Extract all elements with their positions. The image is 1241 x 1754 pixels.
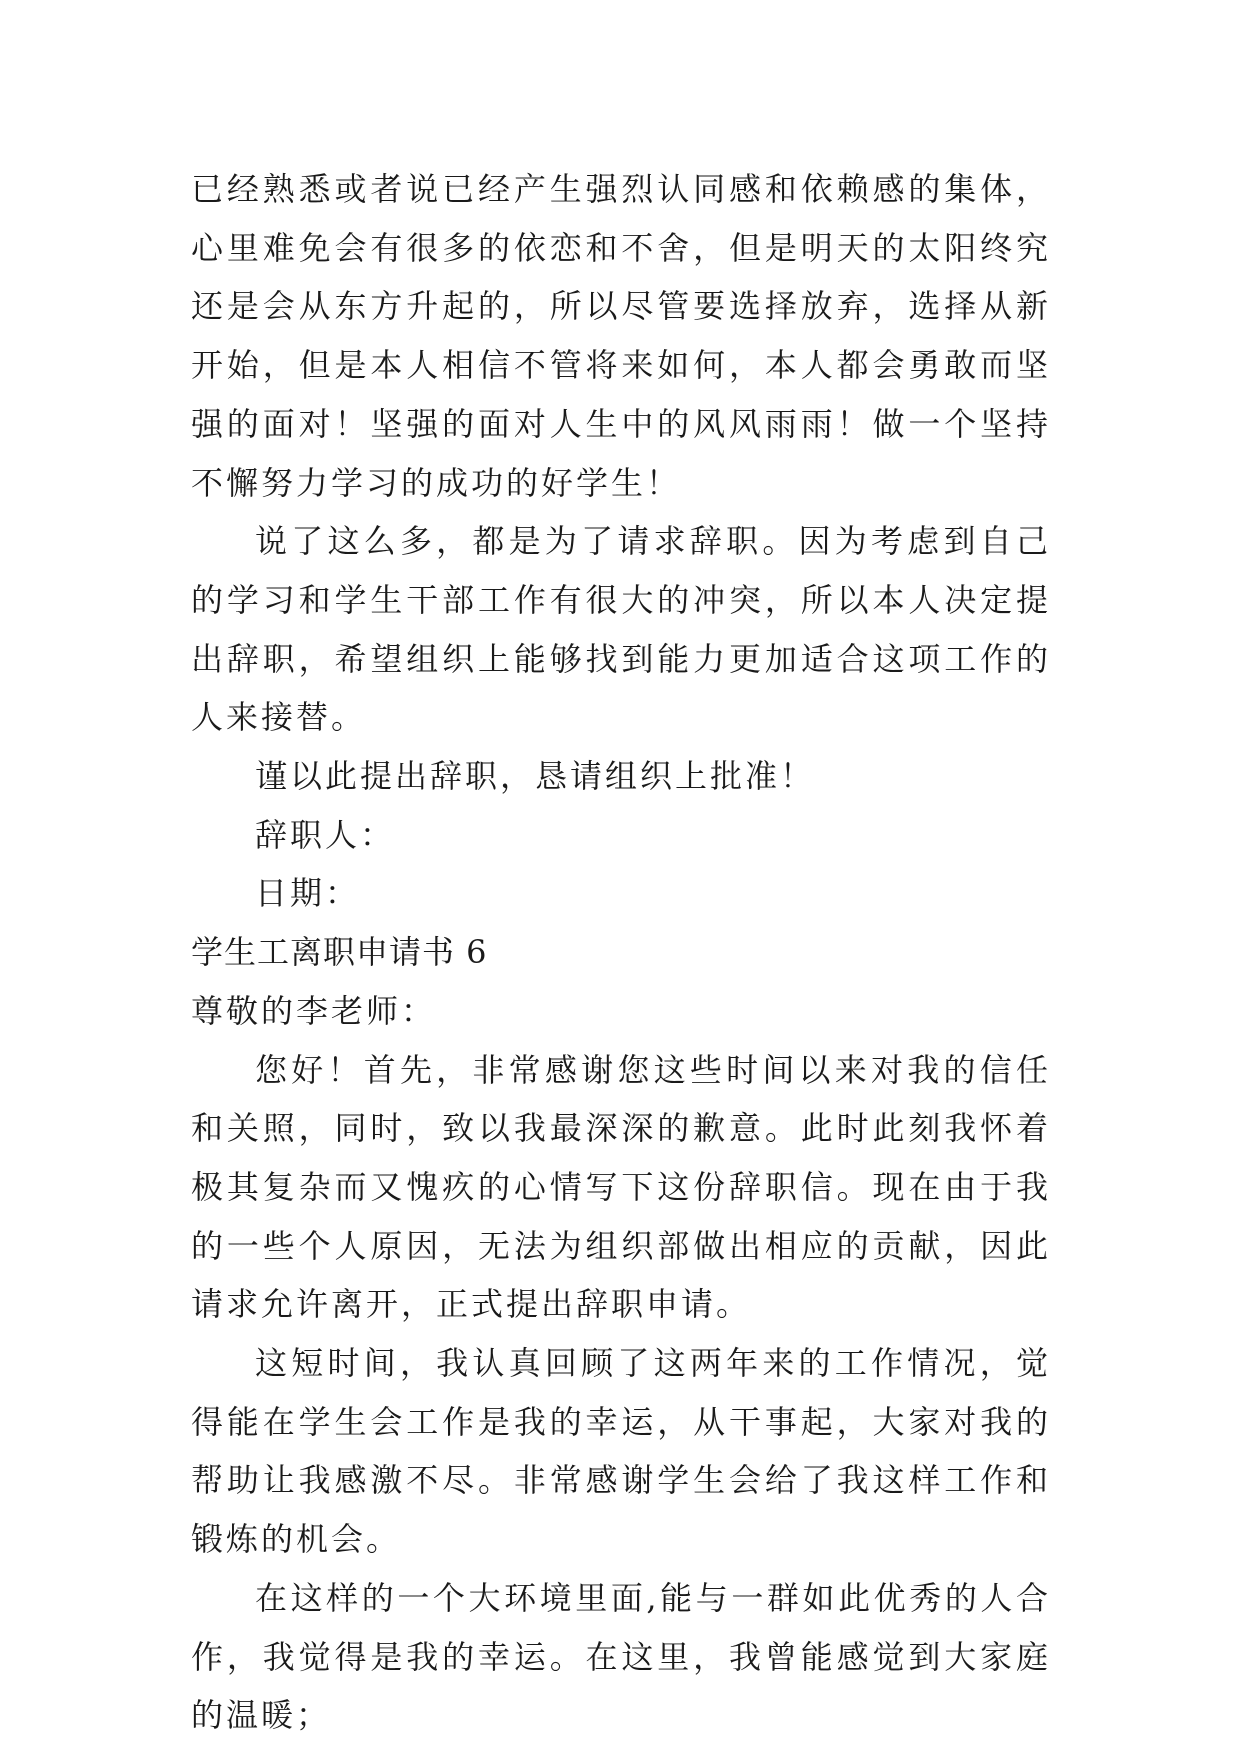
document-body — [191, 160, 1051, 1745]
section-title: 学生工离职申请书 6 — [191, 933, 488, 972]
paragraph-reflection: 这短时间，我认真回顾了这两年来的工作情况，觉得能在学生会工作是我的幸运，从干事起，大家对我的帮助让我感激不尽。非常感谢学生会给了我这样工作和锻炼的机会。 — [191, 1344, 1051, 1559]
paragraph-request-approval: 谨以此提出辞职，恳请组织上批准！ — [255, 757, 816, 796]
date-line: 日期： — [255, 874, 361, 913]
salutation: 尊敬的李老师： — [191, 991, 437, 1030]
paragraph-environment: 在这样的一个大环境里面,能与一群如此优秀的人合作，我觉得是我的幸运。在这里，我曾能感觉到大家庭的温暖； — [191, 1578, 1051, 1735]
paragraph-continuation: 已经熟悉或者说已经产生强烈认同感和依赖感的集体，心里难免会有很多的依恋和不舍，但是明天的太阳终究还是会从东方升起的，所以尽管要选择放弃，选择从新开始，但是本人相信不管将来如何，本人都会勇敢而坚强的面对！坚强的面对人生中的风风雨雨！做一个坚持不懈努力学习的成功的好学生！ — [191, 170, 1051, 502]
paragraph-resignation-reason: 说了这么多，都是为了请求辞职。因为考虑到自己的学习和学生干部工作有很大的冲突，所以本人决定提出辞职，希望组织上能够找到能力更加适合这项工作的人来接替。 — [191, 522, 1051, 737]
paragraph-greeting: 您好！首先，非常感谢您这些时间以来对我的信任和关照，同时，致以我最深深的歉意。此时此刻我怀着极其复杂而又愧疚的心情写下这份辞职信。现在由于我的一些个人原因，无法为组织部做出相应的贡献，因此请求允许离开，正式提出辞职申请。 — [191, 1050, 1051, 1324]
signature-line: 辞职人： — [255, 815, 396, 854]
